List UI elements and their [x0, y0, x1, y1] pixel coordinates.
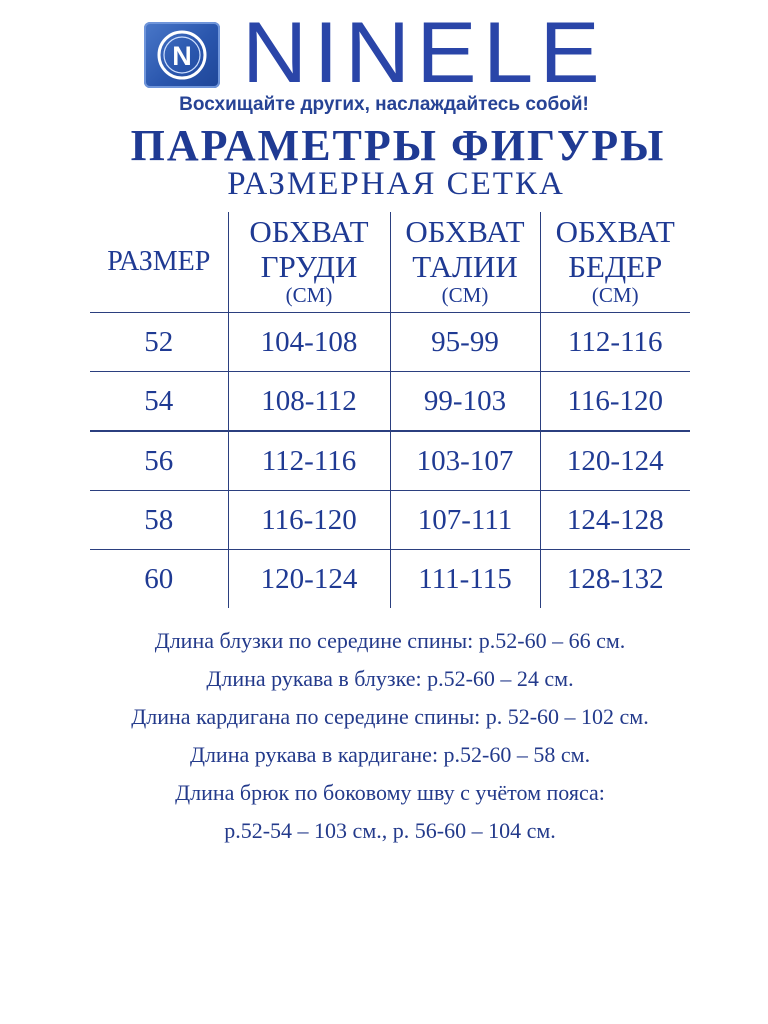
header-hips — [540, 212, 690, 313]
header-chest — [228, 212, 390, 313]
note-line: р.52-54 – 103 см., р. 56-60 – 104 см. — [224, 818, 556, 843]
note-line: Длина кардигана по середине спины: р. 52-60 – 102 см. — [131, 704, 649, 729]
cell-size: 52 — [90, 313, 228, 372]
table-row — [90, 313, 690, 372]
cell-chest: 112-116 — [228, 431, 390, 491]
cell-hips: 124-128 — [540, 491, 690, 550]
header-waist-line2: ТАЛИИ — [412, 249, 518, 284]
header-waist-line1: ОБХВАТ — [405, 214, 525, 249]
measurement-notes — [0, 624, 768, 852]
brand-logo — [142, 5, 642, 101]
header-chest-line2: ГРУДИ — [260, 249, 358, 284]
cell-size: 60 — [144, 562, 174, 595]
logo-badge-icon — [144, 22, 220, 88]
cell-size: 56 — [90, 431, 228, 491]
note-line: Длина рукава в блузке: р.52-60 – 24 см. — [206, 666, 574, 691]
table-row — [90, 491, 690, 550]
note-line: Длина брюк по боковому шву с учётом пояса: — [175, 780, 605, 805]
header-hips-line2: БЕДЕР — [568, 249, 663, 284]
header-hips-line1: ОБХВАТ — [555, 214, 675, 249]
header-waist — [390, 212, 540, 313]
page-title: ПАРАМЕТРЫ ФИГУРЫ — [130, 121, 666, 170]
cell-hips: 120-124 — [540, 431, 690, 491]
cell-chest: 116-120 — [228, 491, 390, 550]
cell-size: 54 — [90, 372, 228, 432]
note-line: Длина рукава в кардигане: р.52-60 – 58 см. — [189, 742, 591, 767]
cell-waist: 103-107 — [390, 431, 540, 491]
cell-hips: 112-116 — [540, 313, 690, 372]
page-subtitle: РАЗМЕРНАЯ СЕТКА — [227, 166, 565, 202]
header-waist-unit: (СМ) — [441, 283, 489, 307]
header-chest-line1: ОБХВАТ — [249, 214, 369, 249]
header-hips-unit: (СМ) — [591, 283, 639, 307]
cell-size: 58 — [90, 491, 228, 550]
cell-waist: 95-99 — [390, 313, 540, 372]
table-row — [90, 550, 690, 609]
size-chart-table — [90, 212, 690, 608]
cell-hips: 116-120 — [540, 372, 690, 432]
brand-tagline: Восхищайте других, наслаждайтесь собой! — [179, 94, 589, 115]
cell-chest: 104-108 — [228, 313, 390, 372]
header-size: РАЗМЕР — [90, 212, 228, 313]
table-row — [90, 431, 690, 491]
note-line: Длина блузки по середине спины: р.52-60 – 66 см. — [154, 628, 626, 653]
cell-hips: 128-132 — [540, 550, 690, 609]
cell-waist: 107-111 — [390, 491, 540, 550]
header-chest-unit: (СМ) — [285, 283, 333, 307]
logo-badge-letter: N — [172, 41, 192, 71]
cell-chest: 108-112 — [228, 372, 390, 432]
table-header-row — [90, 212, 690, 313]
table-row — [90, 372, 690, 432]
cell-waist: 111-115 — [390, 550, 540, 609]
cell-chest: 120-124 — [228, 550, 390, 609]
brand-wordmark: NINELE — [242, 5, 607, 101]
cell-waist: 99-103 — [390, 372, 540, 432]
